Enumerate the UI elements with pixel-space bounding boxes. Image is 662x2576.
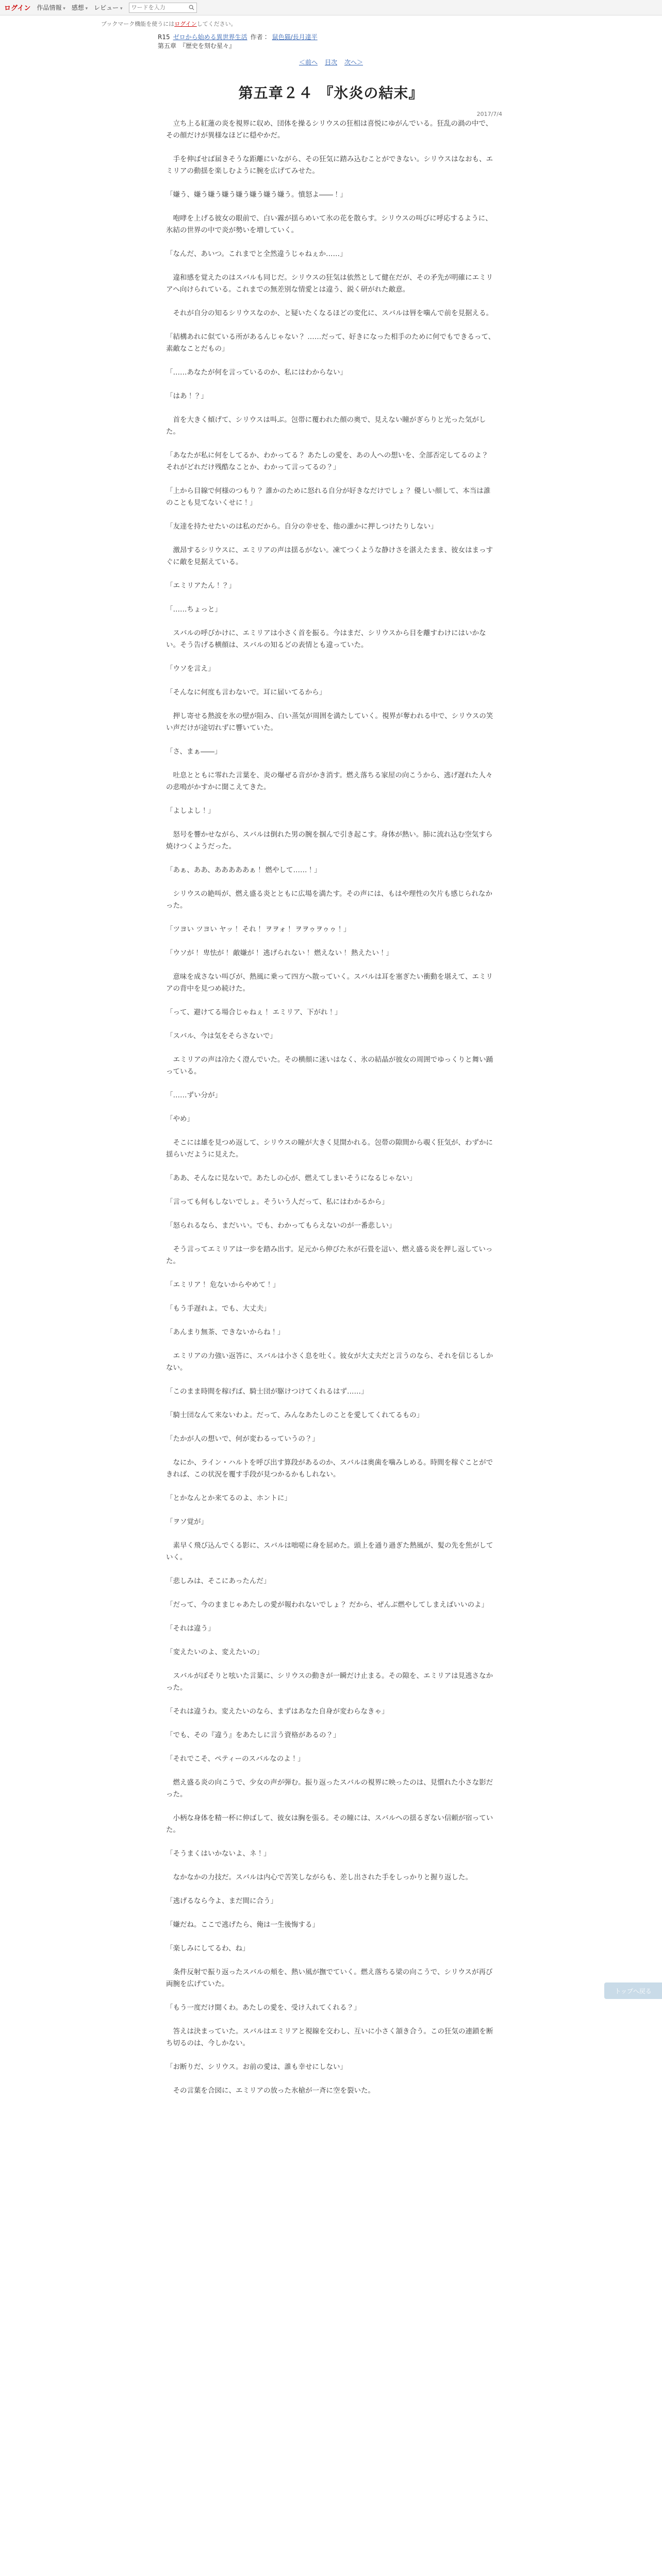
body-paragraph: 「嫌う、嫌う嫌う嫌う嫌う嫌う嫌う嫌う。憤怒よ――！」 — [166, 191, 347, 199]
body-paragraph: 「ウソが！ 卑怯が！ 敵嫌が！ 逃げられない！ 燃えない！ 熱えたい！」 — [166, 949, 393, 957]
body-paragraph: 「エミリアたん！？」 — [166, 582, 236, 590]
body-paragraph: 「それは違う」 — [166, 1624, 215, 1633]
body-paragraph: エミリアの声は冷たく澄んでいた。その横顔に迷いはなく、氷の結晶が彼女の周囲でゆっくりと舞い踊っている。 — [166, 1056, 493, 1076]
body-paragraph: スバルがぼそりと呟いた言葉に、シリウスの動きが一瞬だけ止まる。その隙を、エミリアは見逃さなかった。 — [166, 1672, 493, 1692]
body-paragraph: そこには雄を見つめ返して、シリウスの瞳が大きく見開かれる。包帯の隙間から覗く狂気が、わずかに揺らいだように見えた。 — [166, 1139, 493, 1159]
bookmark-notice-prefix: ブックマーク機能を使うには — [101, 21, 175, 27]
body-paragraph: 「楽しみにしてるわ、ね」 — [166, 1944, 250, 1953]
body-paragraph: 違和感を覚えたのはスバルも同じだ。シリウスの狂気は依然として健在だが、その矛先が明確にエミリアへ向けられている。これまでの無差別な情愛とは違う、鋭く研がれた敵意。 — [166, 274, 493, 294]
body-paragraph: 「はあ！？」 — [166, 392, 208, 400]
body-paragraph: 怒号を響かせながら、スバルは倒れた男の腕を掴んで引き起こす。身体が熱い。肺に流れ込む空気すら焼けつくようだった。 — [166, 831, 493, 851]
body-paragraph: 「あなたが私に何をしてるか、わかってる？ あたしの愛を、あの人への想いを、全部否定してるのよ？ それがどれだけ残酷なことか、わかって言ってるの？」 — [166, 451, 489, 471]
body-paragraph: 「……ずい分が」 — [166, 1091, 222, 1099]
body-paragraph: その言葉を合図に、エミリアの放った氷槍が一斉に空を裂いた。 — [173, 2087, 375, 2095]
chapter-pager — [0, 58, 662, 66]
body-paragraph: 「……あなたが何を言っているのか、私にはわからない」 — [166, 368, 347, 377]
nav-item-impressions[interactable]: 感想 ▾ — [72, 3, 88, 12]
body-paragraph: 条件反射で振り返ったスバルの頬を、熱い風が撫でていく。燃え落ちる梁の向こうで、シリウスが再び両腕を広げていた。 — [166, 1968, 493, 1988]
search-input[interactable] — [129, 3, 187, 12]
body-paragraph: 首を大きく傾げて、シリウスは叫ぶ。包帯に覆われた顔の奥で、見えない瞳がぎらりと光った気がした。 — [166, 416, 486, 436]
body-paragraph: 「変えたいのよ、変えたいの」 — [166, 1648, 263, 1656]
bookmark-notice-suffix: してください。 — [196, 21, 237, 27]
body-paragraph: シリウスの絶叫が、燃え盛る炎とともに広場を満たす。その声には、もはや理性の欠片も感じられなかった。 — [166, 890, 493, 910]
body-paragraph: 「怒られるなら、まだいい。でも、わかってもらえないのが一番悲しい」 — [166, 1222, 396, 1230]
body-paragraph: 「それでこそ、ペティーのスバルなのよ！」 — [166, 1755, 305, 1763]
body-paragraph: 「って、避けてる場合じゃねぇ！ エミリア、下がれ！」 — [166, 1008, 342, 1016]
body-paragraph: 「でも、その『違う』をあたしに言う資格があるの？」 — [166, 1731, 340, 1739]
body-paragraph: 「上から目線で何様のつもり？ 誰かのために怒れる自分が好きなだけでしょ？ 優しい顔して、本当は誰のことも見てないくせに！」 — [166, 487, 491, 507]
body-paragraph: 立ち上る紅蓮の炎を視界に収め、団体を操るシリウスの狂相は喜悦にゆがんでいる。狂乱の渦の中で、その顔だけが異様なほどに穏やかだ。 — [166, 120, 493, 140]
chapter-subtitle: 『歴史を刻む星々』 — [179, 42, 236, 49]
series-title-link[interactable]: ゼロから始める異世界生活 — [173, 33, 247, 41]
body-paragraph: 「そうまくはいかないよ、ネ！」 — [166, 1850, 271, 1858]
body-paragraph: 答えは決まっていた。スバルはエミリアと視線を交わし、互いに小さく頷き合う。この狂気の連鎖を断ち切るのは、今しかない。 — [166, 2027, 493, 2047]
body-paragraph: 吐息とともに零れた言葉を、炎の爆ぜる音がかき消す。燃え落ちる家屋の向こうから、逃げ遅れた人々の悲鳴がかすかに聞こえてきた。 — [166, 771, 493, 791]
body-paragraph: 「エミリア！ 危ないからやめて！」 — [166, 1281, 280, 1289]
body-paragraph: 「あぁ、ああ、あああああぁ！ 燃やして……！」 — [166, 866, 321, 874]
toc-link[interactable]: 目次 — [324, 59, 337, 66]
bookmark-login-link[interactable]: ログイン — [174, 21, 197, 27]
body-paragraph: 「よしよし！」 — [166, 807, 215, 815]
body-paragraph: 「そんなに何度も言わないで。耳に届いてるから」 — [166, 688, 326, 697]
body-paragraph: そう言ってエミリアは一歩を踏み出す。足元から伸びた氷が石畳を這い、燃え盛る炎を押し返していった。 — [166, 1245, 493, 1265]
body-paragraph: 「あんまり無茶、できないからね！」 — [166, 1328, 285, 1336]
login-link[interactable]: ログイン — [4, 5, 31, 12]
body-paragraph: 「とかなんとか来てるのよ、ホントに」 — [166, 1494, 291, 1502]
body-paragraph: なにか、ライン・ハルトを呼び出す算段があるのか、スバルは奥歯を噛みしめる。時間を稼ぐことができれば、この状況を覆す手段が見つかるかもしれない。 — [166, 1459, 493, 1479]
body-paragraph: 意味を成さない叫びが、熱風に乗って四方へ散っていく。スバルは耳を塞ぎたい衝動を堪えて、エミリアの背中を見つめ続けた。 — [166, 973, 493, 993]
chapter-body — [166, 118, 496, 2097]
bookmark-notice — [0, 15, 662, 28]
body-paragraph: 「もう手遅れよ。でも、大丈夫」 — [166, 1304, 271, 1313]
nav-item-work-info[interactable]: 作品情報 ▾ — [37, 3, 65, 12]
body-paragraph: 「嫌だね。ここで逃げたら、俺は一生後悔する」 — [166, 1921, 319, 1929]
author-link[interactable]: 鼠色猫/長月達平 — [272, 33, 318, 41]
body-paragraph: 「さ、まぁ――」 — [166, 748, 222, 756]
body-paragraph: 「……ちょっと」 — [166, 605, 222, 614]
novel-meta — [0, 28, 662, 50]
body-paragraph: スバルの呼びかけに、エミリアは小さく首を振る。今はまだ、シリウスから目を離すわけにはいかない。そう告げる横顔は、スバルの知るどの表情とも違っていた。 — [166, 629, 486, 649]
body-paragraph: 素早く飛び込んでくる影に、スバルは咄嗟に身を屈めた。頭上を通り過ぎた熱風が、髪の先を焦がしていく。 — [166, 1541, 493, 1562]
body-paragraph: 「スバル、今は気をそらさないで」 — [166, 1032, 277, 1040]
body-paragraph: 「たかが人の想いで、何が変わるっていうの？」 — [166, 1435, 319, 1443]
author-label: 作者： — [250, 33, 269, 41]
body-paragraph: それが自分の知るシリウスなのか、と疑いたくなるほどの変化に、スバルは唇を噛んで前を見据える。 — [173, 309, 493, 317]
body-paragraph: なかなかの力技だ。スバルは内心で苦笑しながらも、差し出された手をしっかりと握り返した。 — [173, 1873, 472, 1882]
search-box — [129, 3, 197, 13]
body-paragraph: 「もう一度だけ聞くわ。あたしの愛を、受け入れてくれる？」 — [166, 2004, 361, 2012]
chapter-label: 第五章 — [158, 42, 177, 49]
body-paragraph: 押し寄せる熱波を氷の壁が阻み、白い蒸気が周囲を満たしていく。視界が奪われる中で、シリウスの笑い声だけが途切れずに響いていた。 — [166, 712, 493, 732]
body-paragraph: 「結構あれに似ている所があるんじゃない？ ……だって、好きになった相手のために何でもできるって、素敵なことだもの」 — [166, 333, 495, 353]
body-paragraph: 「お断りだ、シリウス。お前の愛は、誰も幸せにしない」 — [166, 2063, 347, 2071]
body-paragraph: 激昂するシリウスに、エミリアの声は揺るがない。凍てつくような静けさを湛えたまま、彼女はまっすぐに敵を見据えている。 — [166, 546, 493, 566]
body-paragraph: 「友達を持たせたいのは私のだから。自分の幸せを、他の誰かに押しつけたりしない」 — [166, 522, 438, 531]
body-paragraph: 「このまま時間を稼げば、騎士団が駆けつけてくれるはず……」 — [166, 1387, 368, 1396]
post-date: 2017/7/4 — [476, 111, 502, 117]
body-paragraph: 「だって、今のままじゃあたしの愛が報われないでしょ？ だから、ぜんぶ燃やしてしまえばいいのよ」 — [166, 1601, 489, 1609]
body-paragraph: 「それは違うわ。変えたいのなら、まずはあなた自身が変わらなきゃ」 — [166, 1707, 389, 1716]
body-paragraph: 「ウソを言え」 — [166, 665, 215, 673]
body-paragraph: 「ツヨい ツヨい ヤッ！ それ！ ヲヲォ！ ヲヲゥヲゥゥ！」 — [166, 925, 351, 934]
body-paragraph: 咆哮を上げる彼女の眼前で、白い霧が揺らめいて氷の花を散らす。シリウスの叫びに呼応するように、氷結の世界の中で炎が勢いを増していく。 — [166, 214, 492, 234]
body-paragraph: 「ヲソ覚が」 — [166, 1518, 208, 1526]
body-paragraph: 「悲しみは、そこにあったんだ」 — [166, 1577, 271, 1585]
next-chapter-link[interactable]: 次へ＞ — [344, 59, 363, 66]
body-paragraph: 「ああ、そんなに見ないで。あたしの心が、燃えてしまいそうになるじゃない」 — [166, 1174, 417, 1182]
body-paragraph: 小柄な身体を精一杯に伸ばして、彼女は胸を張る。その瞳には、スバルへの揺るぎない信頼が宿っていた。 — [166, 1814, 493, 1834]
body-paragraph: 「逃げるなら今よ、まだ間に合う」 — [166, 1897, 277, 1905]
nav-item-reviews[interactable]: レビュー ▾ — [94, 3, 122, 12]
back-to-top-button[interactable]: トップへ戻る — [604, 1982, 662, 1999]
body-paragraph: 「やめ」 — [166, 1115, 194, 1123]
body-paragraph: 「言っても何もしないでしょ。そういう人だって、私にはわかるから」 — [166, 1198, 389, 1206]
body-paragraph: 燃え盛る炎の向こうで、少女の声が弾む。振り返ったスバルの視界に映ったのは、見慣れた小さな影だった。 — [166, 1778, 493, 1799]
rating-label: R15 — [158, 33, 170, 41]
chapter-title: 第五章２４ 『氷炎の結末』 — [238, 84, 424, 101]
prev-chapter-link[interactable]: ＜前へ — [299, 59, 318, 66]
body-paragraph: 「なんだ、あいつ。これまでと全然違うじゃねぇか……」 — [166, 250, 347, 258]
body-paragraph: 「騎士団なんて来ないわよ。だって、みんなあたしのことを愛してくれてるもの」 — [166, 1411, 424, 1419]
body-paragraph: 手を伸ばせば届きそうな距離にいながら、その狂気に踏み込むことができない。シリウスはなおも、エミリアの動揺を楽しむように腕を広げてみせた。 — [166, 155, 493, 175]
body-paragraph: エミリアの力強い返答に、スバルは小さく息を吐く。彼女が大丈夫だと言うのなら、それを信じるしかない。 — [166, 1352, 493, 1372]
search-icon[interactable] — [187, 3, 196, 12]
top-navigation — [0, 0, 662, 15]
